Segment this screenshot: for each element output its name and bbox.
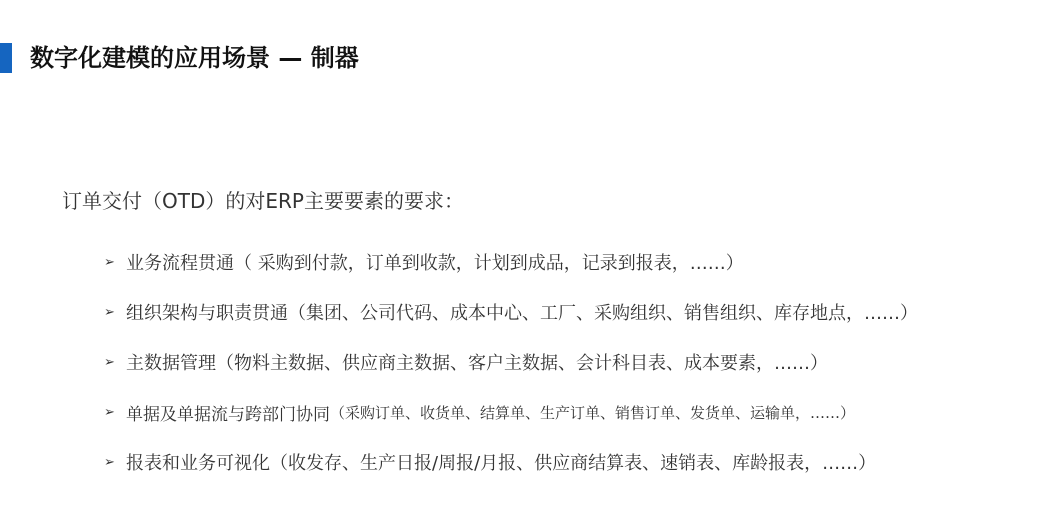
item-detail: （采购订单、收货单、结算单、生产订单、销售订单、发货单、运输单，……） (330, 403, 856, 422)
item-detail: （收发存、生产日报/周报/月报、供应商结算表、速销表、库龄报表，……） (270, 453, 877, 474)
item-label: 组织架构与职责贯通 (126, 303, 288, 324)
arrow-bullet-icon: ➢ (104, 254, 115, 270)
intro-text: 订单交付（OTD）的对ERP主要要素的要求： (62, 189, 464, 213)
arrow-bullet-icon: ➢ (104, 304, 115, 320)
item-detail: （ 采购到付款，订单到收款，计划到成品，记录到报表，……） (234, 253, 744, 274)
item-label: 报表和业务可视化 (126, 453, 270, 474)
item-detail: （物料主数据、供应商主数据、客户主数据、会计科目表、成本要素，……） (216, 353, 828, 374)
list-item (104, 237, 918, 287)
arrow-bullet-icon: ➢ (104, 354, 115, 370)
item-label: 单据及单据流与跨部门协同 (126, 404, 330, 425)
item-label: 业务流程贯通 (126, 253, 234, 274)
title-accent-bar (0, 43, 12, 73)
requirements-list (104, 237, 918, 487)
item-detail: （集团、公司代码、成本中心、工厂、采购组织、销售组织、库存地点，……） (288, 303, 918, 324)
list-item (104, 387, 918, 437)
list-item (104, 437, 918, 487)
arrow-bullet-icon: ➢ (104, 404, 115, 420)
arrow-bullet-icon: ➢ (104, 454, 115, 470)
list-item (104, 287, 918, 337)
list-item (104, 337, 918, 387)
item-label: 主数据管理 (126, 353, 216, 374)
page-title: 数字化建模的应用场景 — 制器 (30, 44, 359, 72)
